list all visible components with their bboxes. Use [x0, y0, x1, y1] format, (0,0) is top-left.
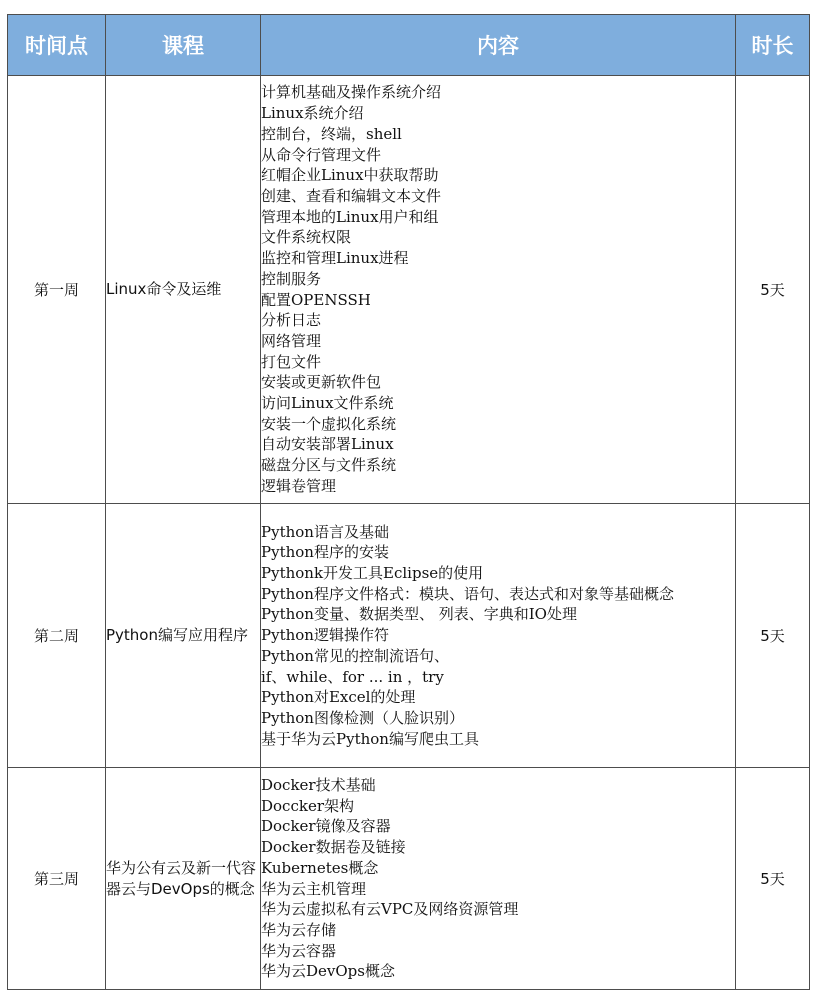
- content-line: Python语言及基础: [261, 522, 389, 541]
- table-row: [8, 76, 810, 504]
- content-line: Python程序文件格式：模块、语句、表达式和对象等基础概念: [261, 584, 674, 603]
- content-line: 从命令行管理文件: [261, 145, 382, 164]
- content-line: 红帽企业Linux中获取帮助: [261, 166, 439, 185]
- row-period: 第三周: [8, 768, 106, 990]
- content-line: Python程序的安装: [261, 543, 389, 562]
- content-line: Doccker架构: [261, 796, 354, 815]
- row-content: [261, 768, 736, 990]
- header-row: [8, 15, 810, 76]
- content-line: Python图像检测（人脸识别）: [261, 708, 464, 727]
- content-line: 管理本地的Linux用户和组: [261, 207, 439, 226]
- table-row: [8, 504, 810, 768]
- content-line: 华为云DevOps概念: [261, 962, 395, 981]
- content-line: 控制台，终端，shell: [261, 124, 402, 143]
- row-duration: 5天: [736, 768, 810, 990]
- header-course: 课程: [106, 15, 261, 76]
- content-line: 访问Linux文件系统: [261, 394, 394, 413]
- row-course: Python编写应用程序: [106, 504, 261, 768]
- content-line: Docker技术基础: [261, 775, 376, 794]
- header-period: 时间点: [8, 15, 106, 76]
- row-course: Linux命令及运维: [106, 76, 261, 504]
- row-period: 第一周: [8, 76, 106, 504]
- content-line: 创建、查看和编辑文本文件: [261, 186, 442, 205]
- content-line: 安装或更新软件包: [261, 373, 382, 392]
- content-line: Docker数据卷及链接: [261, 838, 406, 857]
- content-line: 计算机基础及操作系统介绍: [261, 83, 442, 102]
- content-line: 磁盘分区与文件系统: [261, 456, 397, 475]
- content-line: Kubernetes概念: [261, 858, 379, 877]
- content-line: 监控和管理Linux进程: [261, 249, 409, 268]
- content-line: 华为云主机管理: [261, 879, 367, 898]
- content-line: Python逻辑操作符: [261, 626, 389, 645]
- content-line: 基于华为云Python编写爬虫工具: [261, 729, 479, 748]
- table-row: [8, 768, 810, 990]
- content-line: Python变量、数据类型、 列表、字典和IO处理: [261, 605, 577, 624]
- header-content: 内容: [261, 15, 736, 76]
- content-line: Docker镜像及容器: [261, 817, 391, 836]
- content-line: 华为云容器: [261, 941, 337, 960]
- content-line: Python对Excel的处理: [261, 688, 416, 707]
- content-line: 华为云虚拟私有云VPC及网络资源管理: [261, 900, 519, 919]
- row-course: 华为公有云及新一代容器云与DevOps的概念: [106, 768, 261, 990]
- content-line: if、while、for ... in ，try: [261, 667, 444, 686]
- content-line: 分析日志: [261, 311, 322, 330]
- content-line: Python常见的控制流语句、: [261, 646, 449, 665]
- row-content: [261, 504, 736, 768]
- schedule-table: [7, 14, 810, 990]
- content-line: 网络管理: [261, 331, 322, 350]
- course-schedule: [7, 14, 809, 990]
- row-duration: 5天: [736, 504, 810, 768]
- content-line: Linux系统介绍: [261, 104, 364, 123]
- row-content: [261, 76, 736, 504]
- content-line: 逻辑卷管理: [261, 476, 337, 495]
- header-duration: 时长: [736, 15, 810, 76]
- content-line: 安装一个虚拟化系统: [261, 414, 397, 433]
- content-line: 自动安装部署Linux: [261, 435, 394, 454]
- content-line: Pythonk开发工具Eclipse的使用: [261, 564, 484, 583]
- content-line: 华为云存储: [261, 920, 337, 939]
- content-line: 配置OPENSSH: [261, 290, 371, 309]
- content-line: 打包文件: [261, 352, 322, 371]
- row-duration: 5天: [736, 76, 810, 504]
- content-line: 控制服务: [261, 269, 322, 288]
- row-period: 第二周: [8, 504, 106, 768]
- content-line: 文件系统权限: [261, 228, 352, 247]
